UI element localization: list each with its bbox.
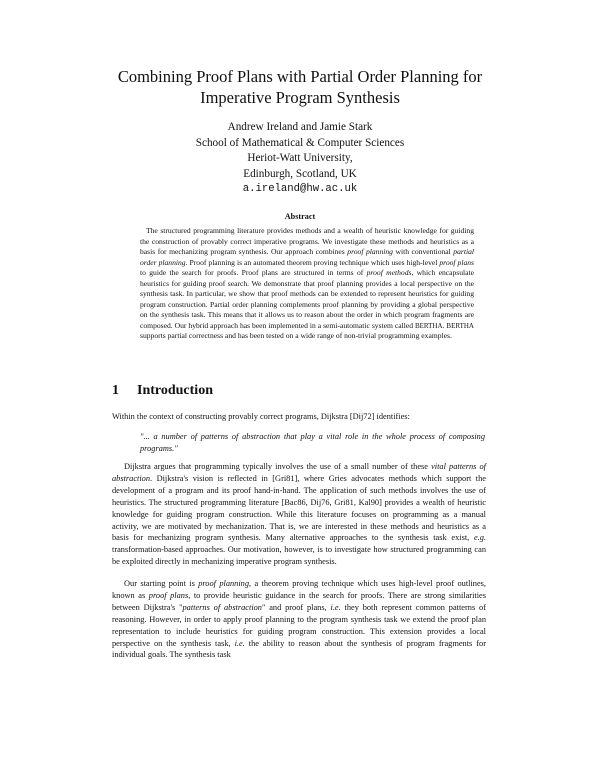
system-name: BERTHA	[414, 321, 443, 330]
affiliation-university: Heriot-Watt University,	[247, 152, 353, 164]
affiliation-location: Edinburgh, Scotland, UK	[243, 167, 357, 180]
author-names: Andrew Ireland and Jamie Stark	[227, 121, 373, 133]
abstract-text-seg: to guide the search for proofs. Proof plans are structured in terms of	[140, 268, 367, 278]
paragraph-emphasis: vital patterns of abstraction	[112, 462, 486, 483]
paragraph-seg: transformation-based approaches. Our motivation, however, is to investigate how structured programming can be exploited directly in mechanizing imperative program synthesis.	[112, 545, 486, 567]
paragraph-seg: Dijkstra argues that programming typically involves the use of a small number of these	[124, 462, 432, 471]
paragraph-seg: " and proof plans,	[261, 602, 331, 612]
title-line-2: Imperative Program Synthesis	[200, 88, 400, 107]
paragraph-seg: , to provide heuristic guidance in the search for proofs. There are strong similarities between Dijkstra's "	[112, 590, 486, 612]
author-block	[150, 120, 450, 198]
abstract-emphasis: proof methods	[366, 268, 412, 278]
intro-paragraph-2	[112, 461, 486, 568]
abstract-emphasis: partial order planning	[140, 247, 474, 267]
abstract-text-seg: supports partial correctness and has been tested on a wide range of non-trivial programming examples.	[140, 331, 452, 341]
intro-paragraph-1: Within the context of constructing provably correct programs, Dijkstra [Dij72] identifies:	[112, 412, 410, 421]
paragraph-seg: . Dijkstra's vision is reflected in [Gri81], where Gries advocates methods which support the development of a program and its proof hand-in-hand. The application of such methods involves the use of heuristics. The structured programming literature [Bac86, Dij76, Gri81, Kal90] provides a wealth of heuristic knowledge for guiding program construction. While this literature focuses on programming as a manual activity, we are motivated by mechanization. That is, we are interested in these methods and heuristics as a basis for mechanizing program synthesis. Many alternative approaches to the synthesis task exist,	[112, 473, 486, 543]
paragraph-emphasis: proof planning	[198, 579, 249, 588]
paragraph-seg: they both represent common patterns of reasoning. However, in order to apply proof planning to the program synthesis task we extend the proof plan representation to include heuristics for guiding program construction. This extension provides a local perspective on the synthesis task,	[112, 602, 486, 648]
paragraph-seg: the ability to reason about the synthesis of program fragments for individual goals. The synthesis task	[112, 638, 486, 660]
section-number: 1	[112, 383, 119, 398]
author-email: a.ireland@hw.ac.uk	[242, 183, 358, 195]
system-name: BERTHA	[446, 321, 474, 330]
dijkstra-quote: "... a number of patterns of abstraction that play a vital role in the whole process of composing programs."	[140, 432, 485, 453]
paper-title	[90, 66, 510, 108]
intro-paragraph-3	[112, 578, 486, 661]
paragraph-seg: , a theorem proving technique which uses high-level proof outlines, known as	[112, 579, 486, 600]
paragraph-emphasis: i.e.	[234, 638, 245, 648]
affiliation-school: School of Mathematical & Computer Sciences	[195, 136, 405, 149]
section-heading-introduction	[112, 383, 213, 399]
paragraph-emphasis: patterns of abstraction	[182, 602, 262, 612]
paragraph-emphasis: e.g.	[473, 533, 486, 543]
paragraph-seg: Our starting point is	[124, 579, 199, 588]
abstract-text	[140, 226, 474, 342]
abstract-emphasis: proof plans	[439, 257, 474, 267]
abstract-emphasis: proof planning	[347, 247, 393, 257]
paragraph-emphasis: i.e.	[330, 602, 341, 612]
abstract-text-seg: The structured programming literature provides methods and a wealth of heuristic knowledge for guiding the construction of provably correct imperative programs. We investigate these methods and heuristics as a basis for mechanizing program synthesis. Our approach combines	[140, 226, 474, 257]
abstract-heading: Abstract	[284, 212, 316, 221]
paragraph-emphasis: proof plans	[148, 590, 189, 600]
title-line-1: Combining Proof Plans with Partial Order Planning for	[117, 67, 483, 86]
abstract-text-seg: , which encapsulate heuristics for guiding proof search. We demonstrate that proof planning provides a local perspective on the synthesis task. In particular, we show that proof methods can be extended to represent heuristics for guiding program construction. Partial order planning complements proof planning by providing a global perspective on the synthesis task. This means that it allows us to reason about the order in which program fragments are composed. Our hybrid approach has been implemented in a semi-automatic system called	[140, 268, 474, 330]
abstract-text-seg: with conventional	[392, 247, 454, 257]
abstract-text-seg: .	[442, 320, 447, 330]
abstract-text-seg: . Proof planning is an automated theorem proving technique which uses high-level	[185, 257, 440, 267]
section-title: Introduction	[137, 383, 213, 398]
